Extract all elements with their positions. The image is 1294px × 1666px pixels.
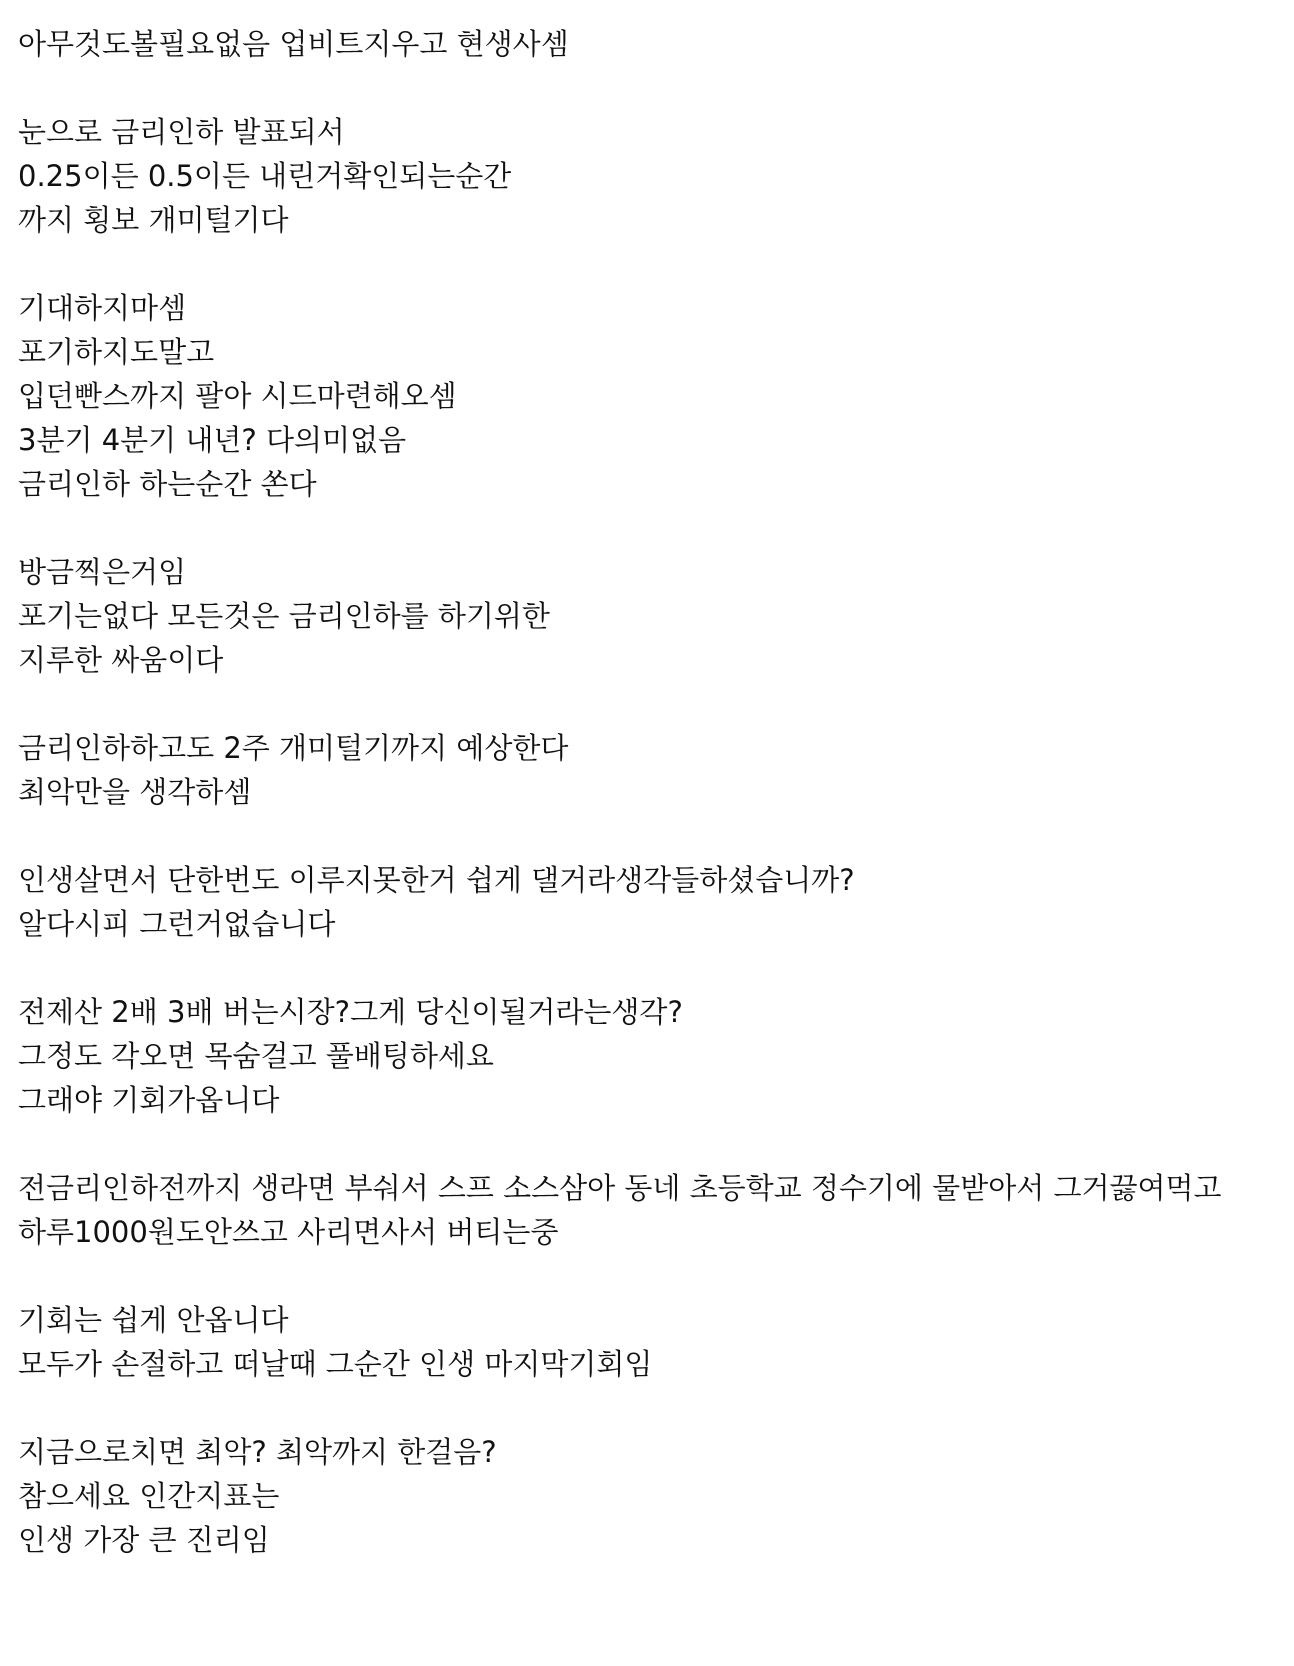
text-line: 인생 가장 큰 진리임 <box>18 1523 270 1557</box>
text-line: 지루한 싸움이다 <box>18 643 224 677</box>
text-line: 기대하지마셈 <box>18 291 187 325</box>
paragraph <box>18 726 1286 814</box>
text-line: 그정도 각오면 목숨걸고 풀배팅하세요 <box>18 1039 494 1073</box>
text-line: 인생살면서 단한번도 이루지못한거 쉽게 댈거라생각들하셨습니까? <box>18 863 855 897</box>
text-line: 0.25이든 0.5이든 내린거확인되는순간 <box>18 159 512 193</box>
text-line: 까지 횡보 개미털기다 <box>18 203 289 237</box>
text-line: 3분기 4분기 내년? 다의미없음 <box>18 423 407 457</box>
text-line: 포기하지도말고 <box>18 335 215 369</box>
text-line: 모두가 손절하고 떠날때 그순간 인생 마지막기회임 <box>18 1347 653 1381</box>
paragraph <box>18 858 1286 946</box>
text-line: 입던빤스까지 팔아 시드마련해오셈 <box>18 379 457 413</box>
text-line: 아무것도볼필요없음 업비트지우고 현생사셈 <box>18 27 569 61</box>
text-line: 포기는없다 모든것은 금리인하를 하기위한 <box>18 599 550 633</box>
paragraph <box>18 1298 1286 1386</box>
text-line: 하루1000원도안쓰고 사리면사서 버티는중 <box>18 1215 559 1249</box>
paragraph <box>18 286 1286 506</box>
paragraph <box>18 1430 1286 1562</box>
text-line: 참으세요 인간지표는 <box>18 1479 280 1513</box>
post-body <box>18 22 1286 1562</box>
paragraph <box>18 1166 1286 1254</box>
paragraph <box>18 550 1286 682</box>
paragraph <box>18 990 1286 1122</box>
text-line: 기회는 쉽게 안옵니다 <box>18 1303 289 1337</box>
text-line: 알다시피 그런거없습니다 <box>18 907 336 941</box>
text-line: 금리인하하고도 2주 개미털기까지 예상한다 <box>18 731 569 765</box>
text-line: 그래야 기회가옵니다 <box>18 1083 280 1117</box>
text-line: 금리인하 하는순간 쏜다 <box>18 467 317 501</box>
paragraph <box>18 110 1286 242</box>
text-line: 전금리인하전까지 생라면 부숴서 스프 소스삼아 동네 초등학교 정수기에 물받아서 그거끓여먹고 <box>18 1171 1222 1205</box>
text-line: 방금찍은거임 <box>18 555 187 589</box>
text-line: 눈으로 금리인하 발표되서 <box>18 115 345 149</box>
paragraph <box>18 22 1286 66</box>
text-line: 지금으로치면 최악? 최악까지 한걸음? <box>18 1435 497 1469</box>
text-line: 최악만을 생각하셈 <box>18 775 252 809</box>
text-line: 전제산 2배 3배 버는시장?그게 당신이될거라는생각? <box>18 995 683 1029</box>
